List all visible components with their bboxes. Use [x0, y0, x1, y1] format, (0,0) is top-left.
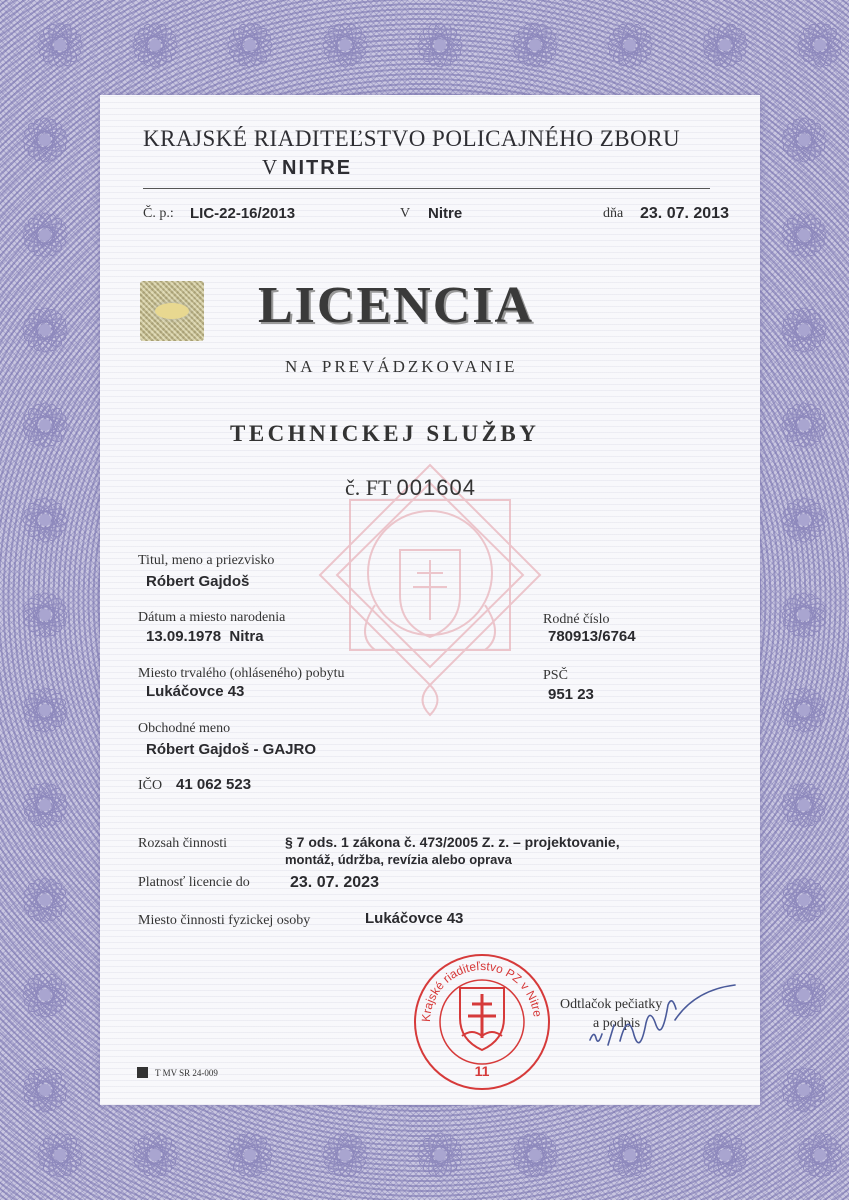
border-rosette [797, 1132, 844, 1179]
residence-label: Miesto trvalého (ohláseného) pobytu [138, 666, 345, 681]
authority-city: NITRE [282, 157, 353, 179]
border-rosette [132, 1132, 179, 1179]
border-rosette [22, 497, 69, 544]
border-rosette [417, 22, 464, 69]
issuing-authority-line2 [262, 155, 352, 180]
border-rosette [702, 1132, 749, 1179]
border-rosette [132, 22, 179, 69]
birth-value: 13.09.1978 Nitra [146, 628, 264, 645]
border-rosette [227, 1132, 274, 1179]
handwritten-signature [580, 975, 750, 1065]
border-rosette [781, 592, 828, 639]
document-subtitle: NA PREVÁDZKOVANIE [285, 357, 518, 376]
residence-value: Lukáčovce 43 [146, 683, 245, 700]
business-name-value: Róbert Gajdoš - GAJRO [146, 741, 317, 758]
border-rosette [781, 402, 828, 449]
border-rosette [22, 307, 69, 354]
issue-place: Nitre [428, 205, 463, 222]
business-name-label: Obchodné meno [138, 721, 231, 736]
border-rosette [781, 307, 828, 354]
border-rosette [702, 22, 749, 69]
authority-prefix: V [262, 155, 277, 179]
license-number-label: č. FT [345, 475, 392, 500]
border-rosette [781, 117, 828, 164]
document-title: LICENCIA [258, 277, 535, 334]
border-rosette [22, 687, 69, 734]
issue-date: 23. 07. 2013 [640, 205, 729, 222]
official-stamp [402, 940, 562, 1090]
issuing-authority-line1: KRAJSKÉ RIADITEĽSTVO POLICAJNÉHO ZBORU [143, 126, 681, 151]
stamp-number: 11 [474, 1063, 490, 1079]
border-rosette [322, 1132, 369, 1179]
border-rosette [22, 1067, 69, 1114]
border-rosette [22, 212, 69, 259]
scope-value-line1: § 7 ods. 1 zákona č. 473/2005 Z. z. – projektovanie, [285, 834, 620, 850]
name-value: Róbert Gajdoš [146, 573, 250, 590]
hologram-sticker [140, 281, 204, 341]
activity-place-label: Miesto činnosti fyzickej osoby [138, 913, 311, 928]
border-rosette [37, 1132, 84, 1179]
border-rosette [607, 1132, 654, 1179]
validity-label: Platnosť licencie do [138, 875, 250, 890]
border-rosette [512, 22, 559, 69]
border-rosette [781, 972, 828, 1019]
validity-value: 23. 07. 2023 [290, 874, 379, 891]
header-divider [143, 188, 710, 189]
psc-value: 951 23 [548, 686, 594, 703]
psc-label: PSČ [543, 668, 568, 683]
border-rosette [781, 687, 828, 734]
signature-label-line1: Odtlačok pečiatky [560, 997, 663, 1012]
reference-label: Č. p.: [143, 206, 174, 221]
stamp-ring-text: Krajské riaditeľstvo PZ v Nitre [418, 958, 545, 1023]
scope-value-line2: montáž, údržba, revízia alebo oprava [285, 852, 512, 867]
reference-number: LIC-22-16/2013 [190, 205, 296, 222]
border-rosette [22, 972, 69, 1019]
border-rosette [797, 22, 844, 69]
signature-label-line2: a podpis [593, 1016, 641, 1031]
birth-number-label: Rodné číslo [543, 612, 610, 627]
border-rosette [512, 1132, 559, 1179]
border-rosette [22, 402, 69, 449]
border-rosette [781, 782, 828, 829]
border-rosette [227, 22, 274, 69]
ico-label: IČO [138, 778, 163, 793]
birth-number-value: 780913/6764 [548, 628, 636, 645]
border-rosette [781, 497, 828, 544]
border-rosette [22, 877, 69, 924]
birth-label: Dátum a miesto narodenia [138, 610, 286, 625]
license-number-value: 001604 [396, 475, 476, 500]
name-label: Titul, meno a priezvisko [138, 553, 275, 568]
border-rosette [22, 782, 69, 829]
place-label: V [400, 206, 411, 221]
border-rosette [781, 212, 828, 259]
border-rosette [22, 592, 69, 639]
date-label: dňa [603, 206, 624, 221]
border-rosette [322, 22, 369, 69]
license-number [345, 475, 476, 501]
border-rosette [781, 1067, 828, 1114]
scope-label: Rozsah činnosti [138, 836, 228, 851]
footer-mark-icon [137, 1067, 148, 1078]
border-rosette [37, 22, 84, 69]
border-rosette [22, 117, 69, 164]
border-rosette [417, 1132, 464, 1179]
license-type: TECHNICKEJ SLUŽBY [230, 421, 540, 446]
ico-value: 41 062 523 [176, 776, 252, 793]
form-code: T MV SR 24-009 [155, 1068, 218, 1078]
border-rosette [781, 877, 828, 924]
activity-place-value: Lukáčovce 43 [365, 910, 464, 927]
border-rosette [607, 22, 654, 69]
